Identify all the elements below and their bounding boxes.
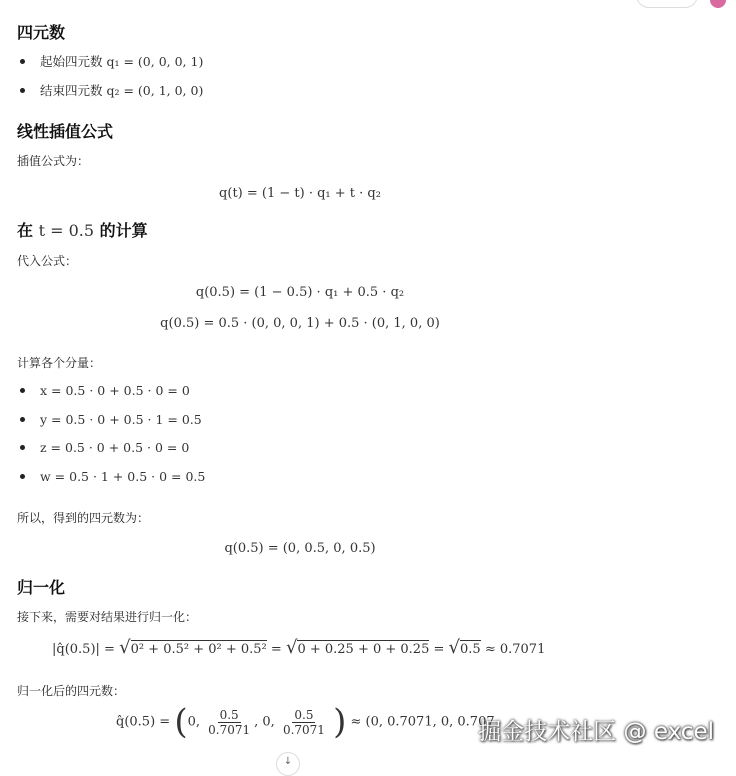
watermark: 掘金技术社区 @ excel — [478, 719, 714, 745]
bullet-icon — [20, 417, 25, 422]
lerp-formula: q(t) = (1 − t) · q₁ + t · q₂ — [219, 186, 381, 201]
avatar[interactable] — [710, 0, 726, 8]
section-title-quaternion: 四元数 — [17, 23, 66, 42]
compute-intro: 代入公式： — [17, 254, 78, 268]
item-math: q₁ = (0, 0, 0, 1) — [106, 54, 204, 69]
bullet-icon — [20, 59, 25, 64]
compute-eq2: q(0.5) = 0.5 · (0, 0, 0, 1) + 0.5 · (0, 1, 0, 0) — [160, 316, 440, 331]
section-title-normalize: 归一化 — [17, 578, 66, 597]
bullet-icon — [20, 445, 25, 450]
norm-formula: |q̂(0.5)| = √ 0² + 0.5² + 0² + 0.5² = √ 0 + 0.25 + 0 + 0.25 = √ 0.5 ≈ 0.7071 — [52, 637, 546, 658]
result-formula: q(0.5) = (0, 0.5, 0, 0.5) — [224, 541, 376, 556]
scroll-down-icon[interactable]: ↓ — [276, 752, 300, 776]
list-item: w = 0.5 · 1 + 0.5 · 0 = 0.5 — [20, 469, 205, 484]
item-label: 结束四元数 — [40, 83, 103, 98]
result-intro: 所以，得到的四元数为： — [17, 511, 150, 525]
list-item: y = 0.5 · 0 + 0.5 · 1 = 0.5 — [20, 412, 202, 427]
after-intro: 归一化后的四元数： — [17, 684, 126, 698]
components-intro: 计算各个分量： — [17, 356, 102, 370]
top-button[interactable] — [636, 0, 698, 8]
normalize-intro: 接下来，需要对结果进行归一化： — [17, 610, 198, 624]
list-item: x = 0.5 · 0 + 0.5 · 0 = 0 — [20, 383, 190, 398]
section-title-lerp: 线性插值公式 — [17, 122, 114, 141]
final-formula: q̂(0.5) = (0, $\frac{0.5}{0.7071}$ , 0, $\frac{0.5}{0.7071}$ ) ≈ (0, 0.7071, 0, 0.707 — [116, 702, 495, 742]
bullet-icon — [20, 88, 25, 93]
section-title-compute: 在 t = 0.5 的计算 — [17, 221, 148, 240]
bullet-icon — [20, 474, 25, 479]
item-label: 起始四元数 — [40, 54, 103, 69]
bullet-icon — [20, 388, 25, 393]
compute-eq1: q(0.5) = (1 − 0.5) · q₁ + 0.5 · q₂ — [195, 285, 405, 300]
list-item — [20, 52, 203, 70]
lerp-intro: 插值公式为： — [17, 154, 90, 168]
list-item: z = 0.5 · 0 + 0.5 · 0 = 0 — [20, 440, 189, 455]
item-math: q₂ = (0, 1, 0, 0) — [106, 83, 204, 98]
list-item — [20, 81, 203, 99]
